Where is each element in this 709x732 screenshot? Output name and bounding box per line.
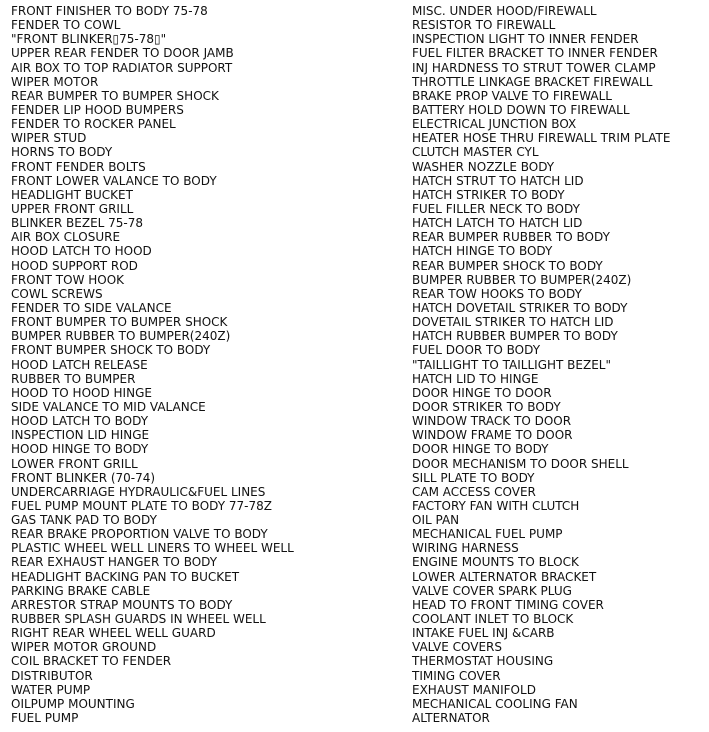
list-item: SILL PLATE TO BODY: [412, 470, 535, 485]
list-item: HATCH DOVETAIL STRIKER TO BODY: [412, 300, 628, 315]
list-item: LOWER FRONT GRILL: [11, 456, 138, 471]
list-item: FACTORY FAN WITH CLUTCH: [412, 498, 580, 513]
list-item: INTAKE FUEL INJ &CARB: [412, 626, 555, 641]
list-item: COIL BRACKET TO FENDER: [11, 654, 172, 669]
list-item: HEATER HOSE THRU FIREWALL TRIM PLATE: [412, 131, 671, 146]
list-item: HATCH HINGE TO BODY: [412, 244, 553, 259]
list-item: WIPER MOTOR GROUND: [11, 640, 157, 655]
list-item: FUEL PUMP: [11, 711, 79, 726]
list-item: ARRESTOR STRAP MOUNTS TO BODY: [11, 597, 233, 612]
list-item: INJ HARDNESS TO STRUT TOWER CLAMP: [412, 60, 656, 75]
list-item: MECHANICAL COOLING FAN: [412, 696, 578, 711]
list-item: HEADLIGHT BUCKET: [11, 187, 133, 202]
list-item: RUBBER TO BUMPER: [11, 371, 136, 386]
list-item: CLUTCH MASTER CYL: [412, 145, 539, 160]
list-item: UPPER FRONT GRILL: [11, 201, 134, 216]
list-item: THROTTLE LINKAGE BRACKET FIREWALL: [412, 74, 653, 89]
list-item: FUEL PUMP MOUNT PLATE TO BODY 77-78Z: [11, 498, 272, 513]
list-item: UNDERCARRIAGE HYDRAULIC&FUEL LINES: [11, 484, 266, 499]
list-item: ELECTRICAL JUNCTION BOX: [412, 117, 577, 132]
list-item: ENGINE MOUNTS TO BLOCK: [412, 555, 579, 570]
list-item: BRAKE PROP VALVE TO FIREWALL: [412, 88, 612, 103]
list-item: GAS TANK PAD TO BODY: [11, 513, 157, 528]
list-item: HATCH STRIKER TO BODY: [412, 187, 565, 202]
list-item: DOOR HINGE TO BODY: [412, 442, 549, 457]
list-item: WINDOW FRAME TO DOOR: [412, 428, 573, 443]
list-item: HORNS TO BODY: [11, 145, 113, 160]
list-item: EXHAUST MANIFOLD: [412, 682, 536, 697]
list-item: HOOD HINGE TO BODY: [11, 442, 149, 457]
list-item: AIR BOX TO TOP RADIATOR SUPPORT: [11, 60, 233, 75]
list-item: HOOD LATCH TO BODY: [11, 414, 149, 429]
list-item: FRONT BLINKER (70-74): [11, 470, 156, 485]
list-item: RUBBER SPLASH GUARDS IN WHEEL WELL: [11, 612, 266, 627]
list-item: BUMPER RUBBER TO BUMPER(240Z): [11, 329, 231, 344]
list-item: REAR BUMPER SHOCK TO BODY: [412, 258, 603, 273]
list-item: RESISTOR TO FIREWALL: [412, 18, 556, 33]
list-item: HOOD LATCH TO HOOD: [11, 244, 152, 259]
list-item: WIPER STUD: [11, 131, 87, 146]
list-item: INSPECTION LIGHT TO INNER FENDER: [412, 32, 639, 47]
list-item: "TAILLIGHT TO TAILLIGHT BEZEL": [412, 357, 611, 372]
list-item: UPPER REAR FENDER TO DOOR JAMB: [11, 46, 234, 61]
list-item: HOOD LATCH RELEASE: [11, 357, 148, 372]
left-column-list: [11, 4, 294, 725]
list-item: DOOR STRIKER TO BODY: [412, 399, 561, 414]
list-item: DOVETAIL STRIKER TO HATCH LID: [412, 315, 614, 330]
list-item: FRONT BUMPER SHOCK TO BODY: [11, 343, 211, 358]
list-item: CAM ACCESS COVER: [412, 484, 536, 499]
list-item: HATCH STRUT TO HATCH LID: [412, 173, 584, 188]
list-item: HATCH RUBBER BUMPER TO BODY: [412, 329, 618, 344]
list-item: REAR EXHAUST HANGER TO BODY: [11, 555, 218, 570]
list-item: FRONT BUMPER TO BUMPER SHOCK: [11, 315, 228, 330]
list-item: WIPER MOTOR: [11, 74, 99, 89]
list-item: FRONT LOWER VALANCE TO BODY: [11, 173, 217, 188]
list-item: FUEL DOOR TO BODY: [412, 343, 541, 358]
list-item: HEADLIGHT BACKING PAN TO BUCKET: [11, 569, 240, 584]
list-item: MECHANICAL FUEL PUMP: [412, 527, 563, 542]
list-item: AIR BOX CLOSURE: [11, 230, 121, 245]
list-item: FENDER TO ROCKER PANEL: [11, 117, 176, 132]
list-item: FENDER TO SIDE VALANCE: [11, 300, 172, 315]
list-item: VALVE COVERS: [412, 640, 502, 655]
list-item: FRONT FENDER BOLTS: [11, 159, 146, 174]
list-item: REAR BUMPER RUBBER TO BODY: [412, 230, 610, 245]
list-item: FENDER TO COWL: [11, 18, 121, 33]
list-item: REAR TOW HOOKS TO BODY: [412, 286, 582, 301]
list-item: WASHER NOZZLE BODY: [412, 159, 555, 174]
list-item: HOOD SUPPORT ROD: [11, 258, 138, 273]
list-item: DISTRIBUTOR: [11, 668, 93, 683]
list-item: PLASTIC WHEEL WELL LINERS TO WHEEL WELL: [11, 541, 294, 556]
list-item: WIRING HARNESS: [412, 541, 519, 556]
list-item: FUEL FILLER NECK TO BODY: [412, 201, 580, 216]
list-item: "FRONT BLINKER▯75-78▯": [11, 32, 167, 47]
list-item: SIDE VALANCE TO MID VALANCE: [11, 399, 206, 414]
list-item: FRONT TOW HOOK: [11, 272, 125, 287]
list-item: COOLANT INLET TO BLOCK: [412, 612, 574, 627]
list-item: FUEL FILTER BRACKET TO INNER FENDER: [412, 46, 658, 61]
list-item: BLINKER BEZEL 75-78: [11, 216, 144, 231]
list-item: HATCH LID TO HINGE: [412, 371, 539, 386]
list-item: LOWER ALTERNATOR BRACKET: [412, 569, 597, 584]
list-item: HOOD TO HOOD HINGE: [11, 385, 152, 400]
list-item: COWL SCREWS: [11, 286, 103, 301]
list-item: OIL PAN: [412, 513, 460, 528]
list-item: VALVE COVER SPARK PLUG: [412, 583, 572, 598]
right-column-list: [412, 4, 670, 725]
list-item: HATCH LATCH TO HATCH LID: [412, 216, 583, 231]
list-item: INSPECTION LID HINGE: [11, 428, 150, 443]
list-item: REAR BUMPER TO BUMPER SHOCK: [11, 88, 219, 103]
list-item: DOOR MECHANISM TO DOOR SHELL: [412, 456, 629, 471]
list-item: RIGHT REAR WHEEL WELL GUARD: [11, 626, 216, 641]
list-item: FENDER LIP HOOD BUMPERS: [11, 102, 184, 117]
list-item: MISC. UNDER HOOD/FIREWALL: [412, 4, 597, 18]
list-item: OILPUMP MOUNTING: [11, 696, 135, 711]
list-item: TIMING COVER: [412, 668, 501, 683]
list-item: WINDOW TRACK TO DOOR: [412, 414, 572, 429]
list-item: THERMOSTAT HOUSING: [412, 654, 554, 669]
list-item: REAR BRAKE PROPORTION VALVE TO BODY: [11, 527, 268, 542]
list-item: FRONT FINISHER TO BODY 75-78: [11, 4, 208, 18]
list-item: ALTERNATOR: [412, 711, 490, 726]
list-item: PARKING BRAKE CABLE: [11, 583, 151, 598]
list-item: DOOR HINGE TO DOOR: [412, 385, 552, 400]
list-item: BUMPER RUBBER TO BUMPER(240Z): [412, 272, 632, 287]
list-item: WATER PUMP: [11, 682, 91, 697]
list-item: HEAD TO FRONT TIMING COVER: [412, 597, 604, 612]
list-item: BATTERY HOLD DOWN TO FIREWALL: [412, 102, 630, 117]
